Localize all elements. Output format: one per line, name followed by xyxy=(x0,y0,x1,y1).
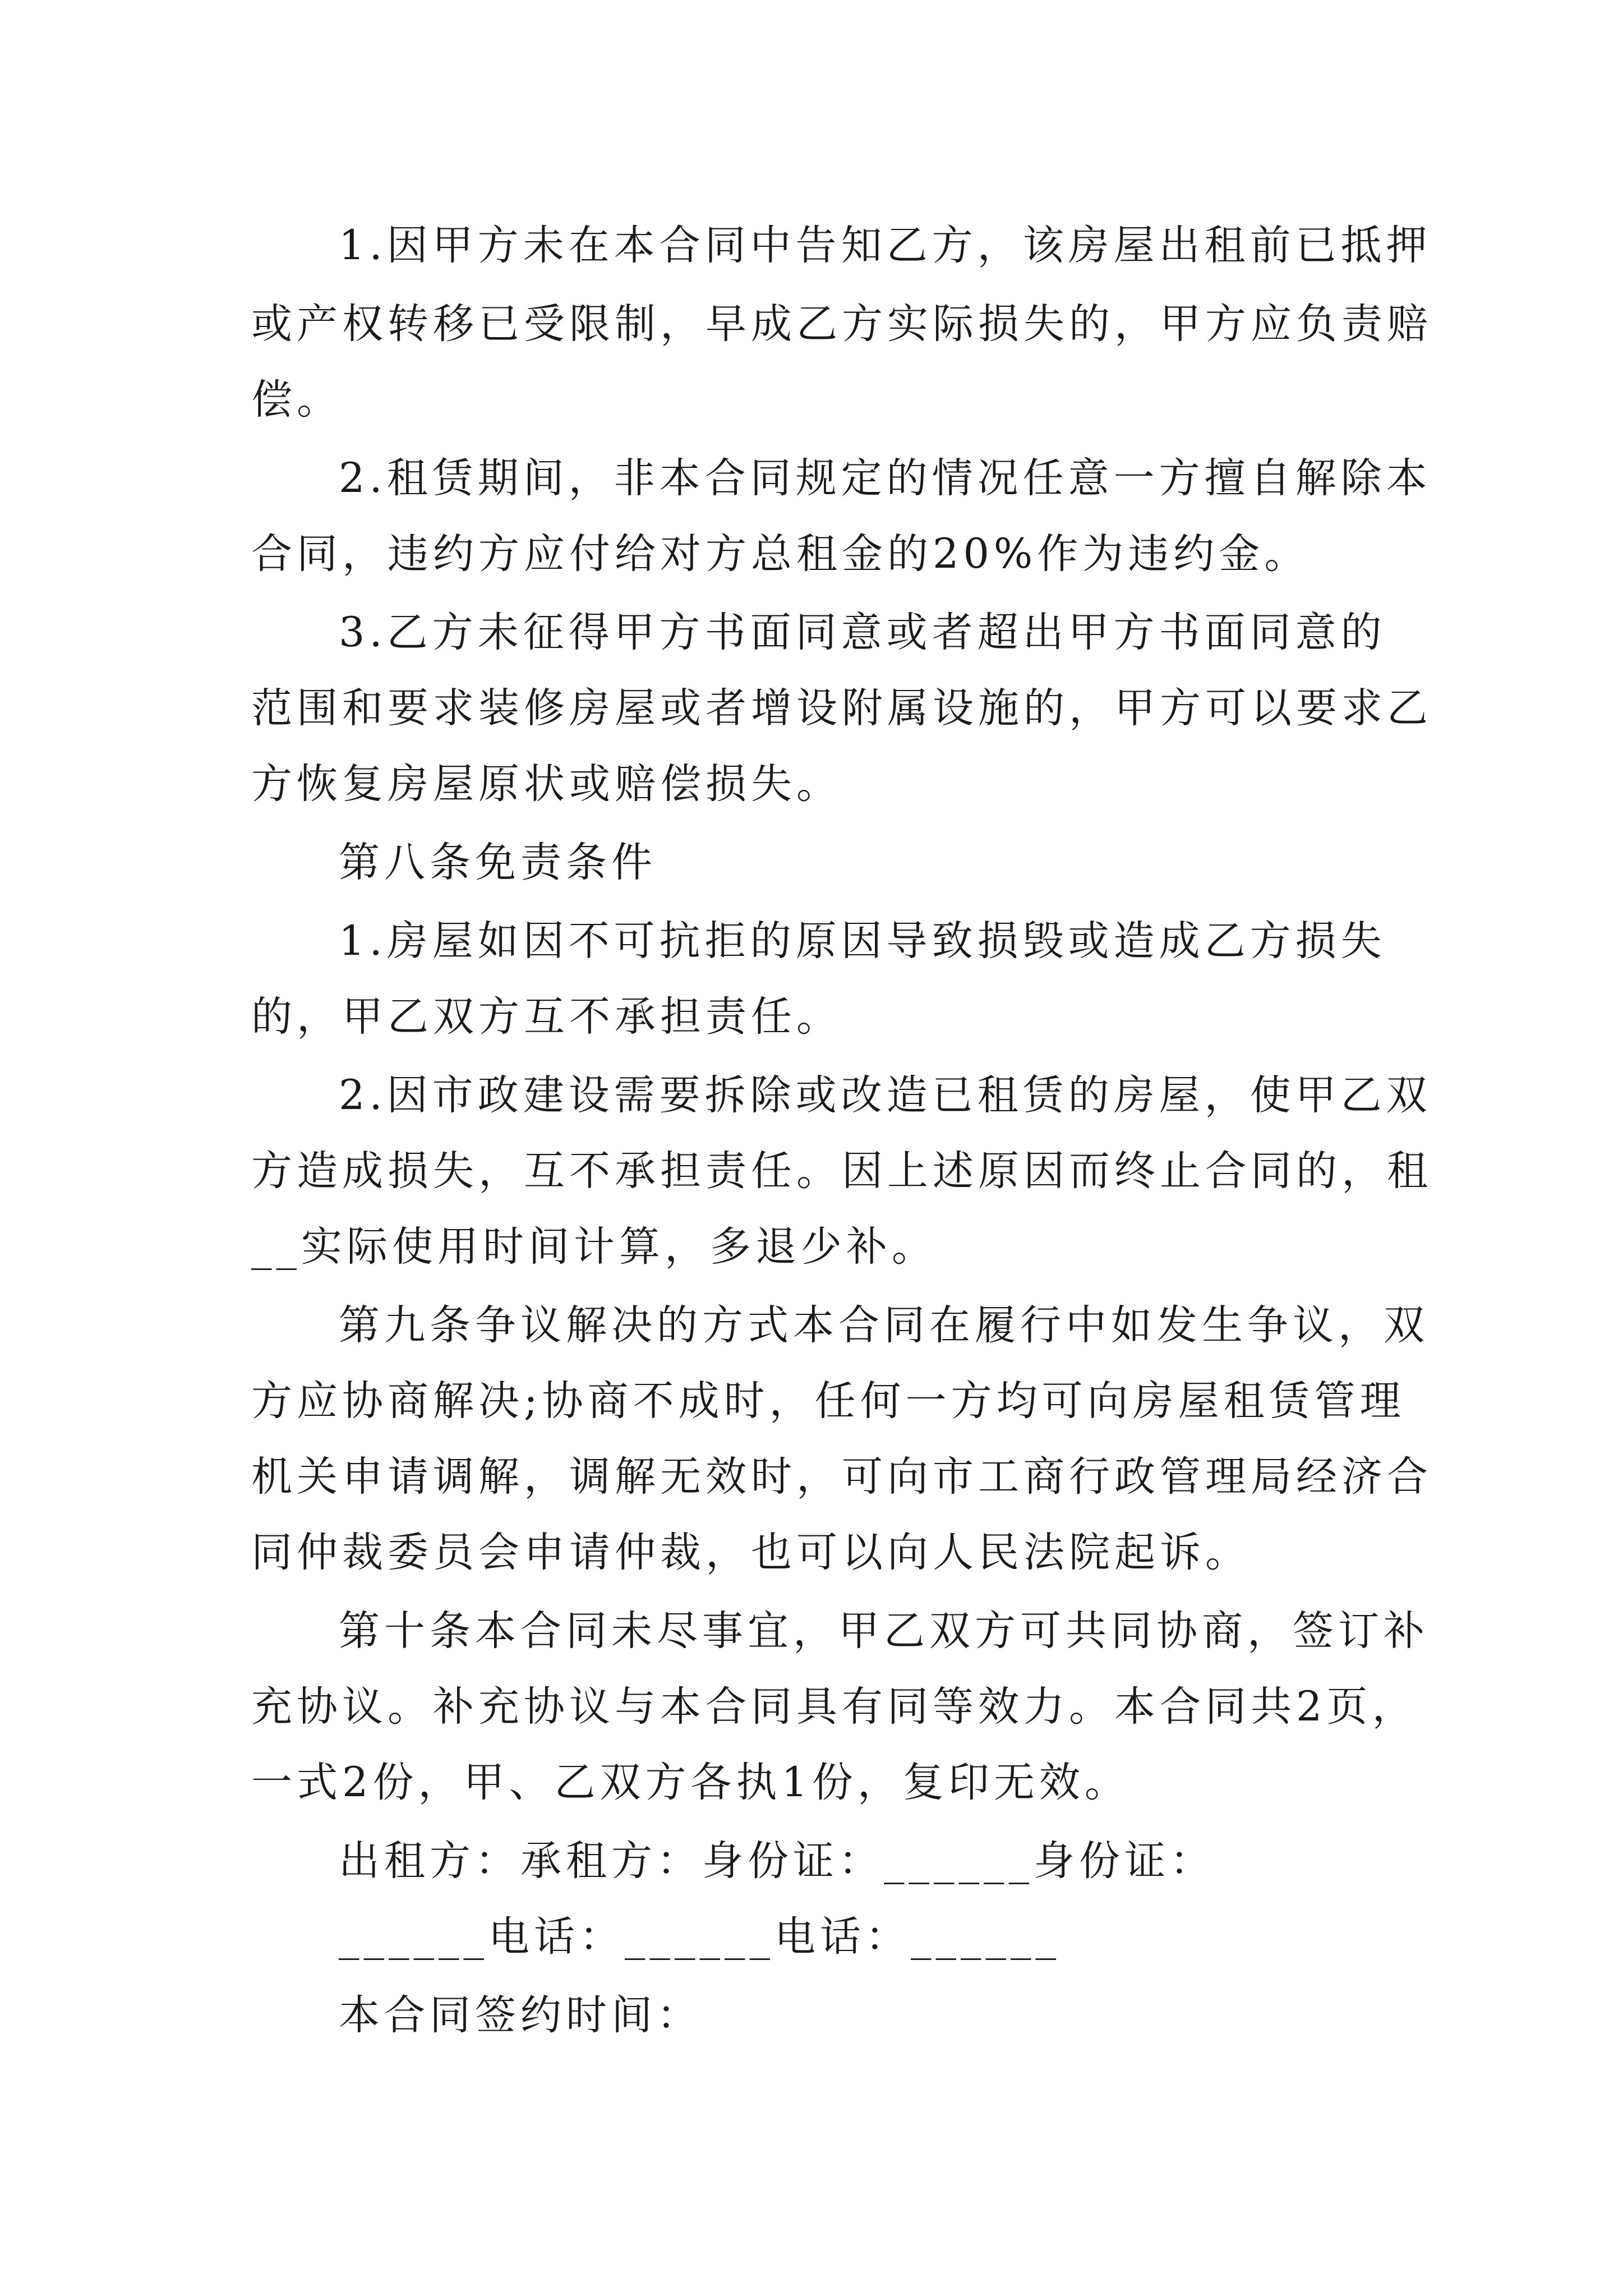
text-line: __实际使用时间计算，多退少补。 xyxy=(251,1223,937,1271)
text-line: 或产权转移已受限制，早成乙方实际损失的，甲方应负责赔 xyxy=(251,300,1432,348)
text-line: 偿。 xyxy=(251,376,342,424)
text-line: 2.因市政建设需要拆除或改造已租赁的房屋，使甲乙双 xyxy=(339,1071,1432,1119)
text-line: 充协议。补充协议与本合同具有同等效力。本合同共2页， xyxy=(251,1683,1418,1731)
text-line: 机关申请调解，调解无效时，可向市工商行政管理局经济合 xyxy=(251,1453,1432,1501)
text-line: 合同，违约方应付给对方总租金的20%作为违约金。 xyxy=(251,530,1310,578)
signing-date-line: 本合同签约时间： xyxy=(339,1991,702,2039)
text-line: 范围和要求装修房屋或者增设附属设施的，甲方可以要求乙 xyxy=(251,684,1432,732)
text-line: 的，甲乙双方互不承担责任。 xyxy=(251,993,842,1041)
text-line: 1.因甲方未在本合同中告知乙方，该房屋出租前已抵押 xyxy=(339,222,1432,269)
text-line: 2.租赁期间，非本合同规定的情况任意一方擅自解除本 xyxy=(339,454,1432,502)
signature-line: ______电话：______电话：______ xyxy=(339,1913,1061,1961)
text-line: 方应协商解决;协商不成时，任何一方均可向房屋租赁管理 xyxy=(251,1377,1405,1425)
text-line: 1.房屋如因不可抗拒的原因导致损毁或造成乙方损失 xyxy=(339,917,1386,965)
text-line: 第九条争议解决的方式本合同在履行中如发生争议，双 xyxy=(339,1301,1429,1349)
text-line: 同仲裁委员会申请仲裁，也可以向人民法院起诉。 xyxy=(251,1529,1251,1576)
text-line: 方恢复房屋原状或赔偿损失。 xyxy=(251,760,842,808)
text-line: 第十条本合同未尽事宜，甲乙双方可共同协商，签订补 xyxy=(339,1607,1429,1655)
section-heading: 第八条免责条件 xyxy=(339,839,657,886)
text-line: 方造成损失，互不承担责任。因上述原因而终止合同的，租 xyxy=(251,1147,1432,1195)
text-line: 一式2份，甲、乙双方各执1份，复印无效。 xyxy=(251,1759,1130,1806)
text-line: 3.乙方未征得甲方书面同意或者超出甲方书面同意的 xyxy=(339,609,1386,656)
signature-line: 出租方：承租方：身份证：______身份证： xyxy=(339,1837,1215,1885)
